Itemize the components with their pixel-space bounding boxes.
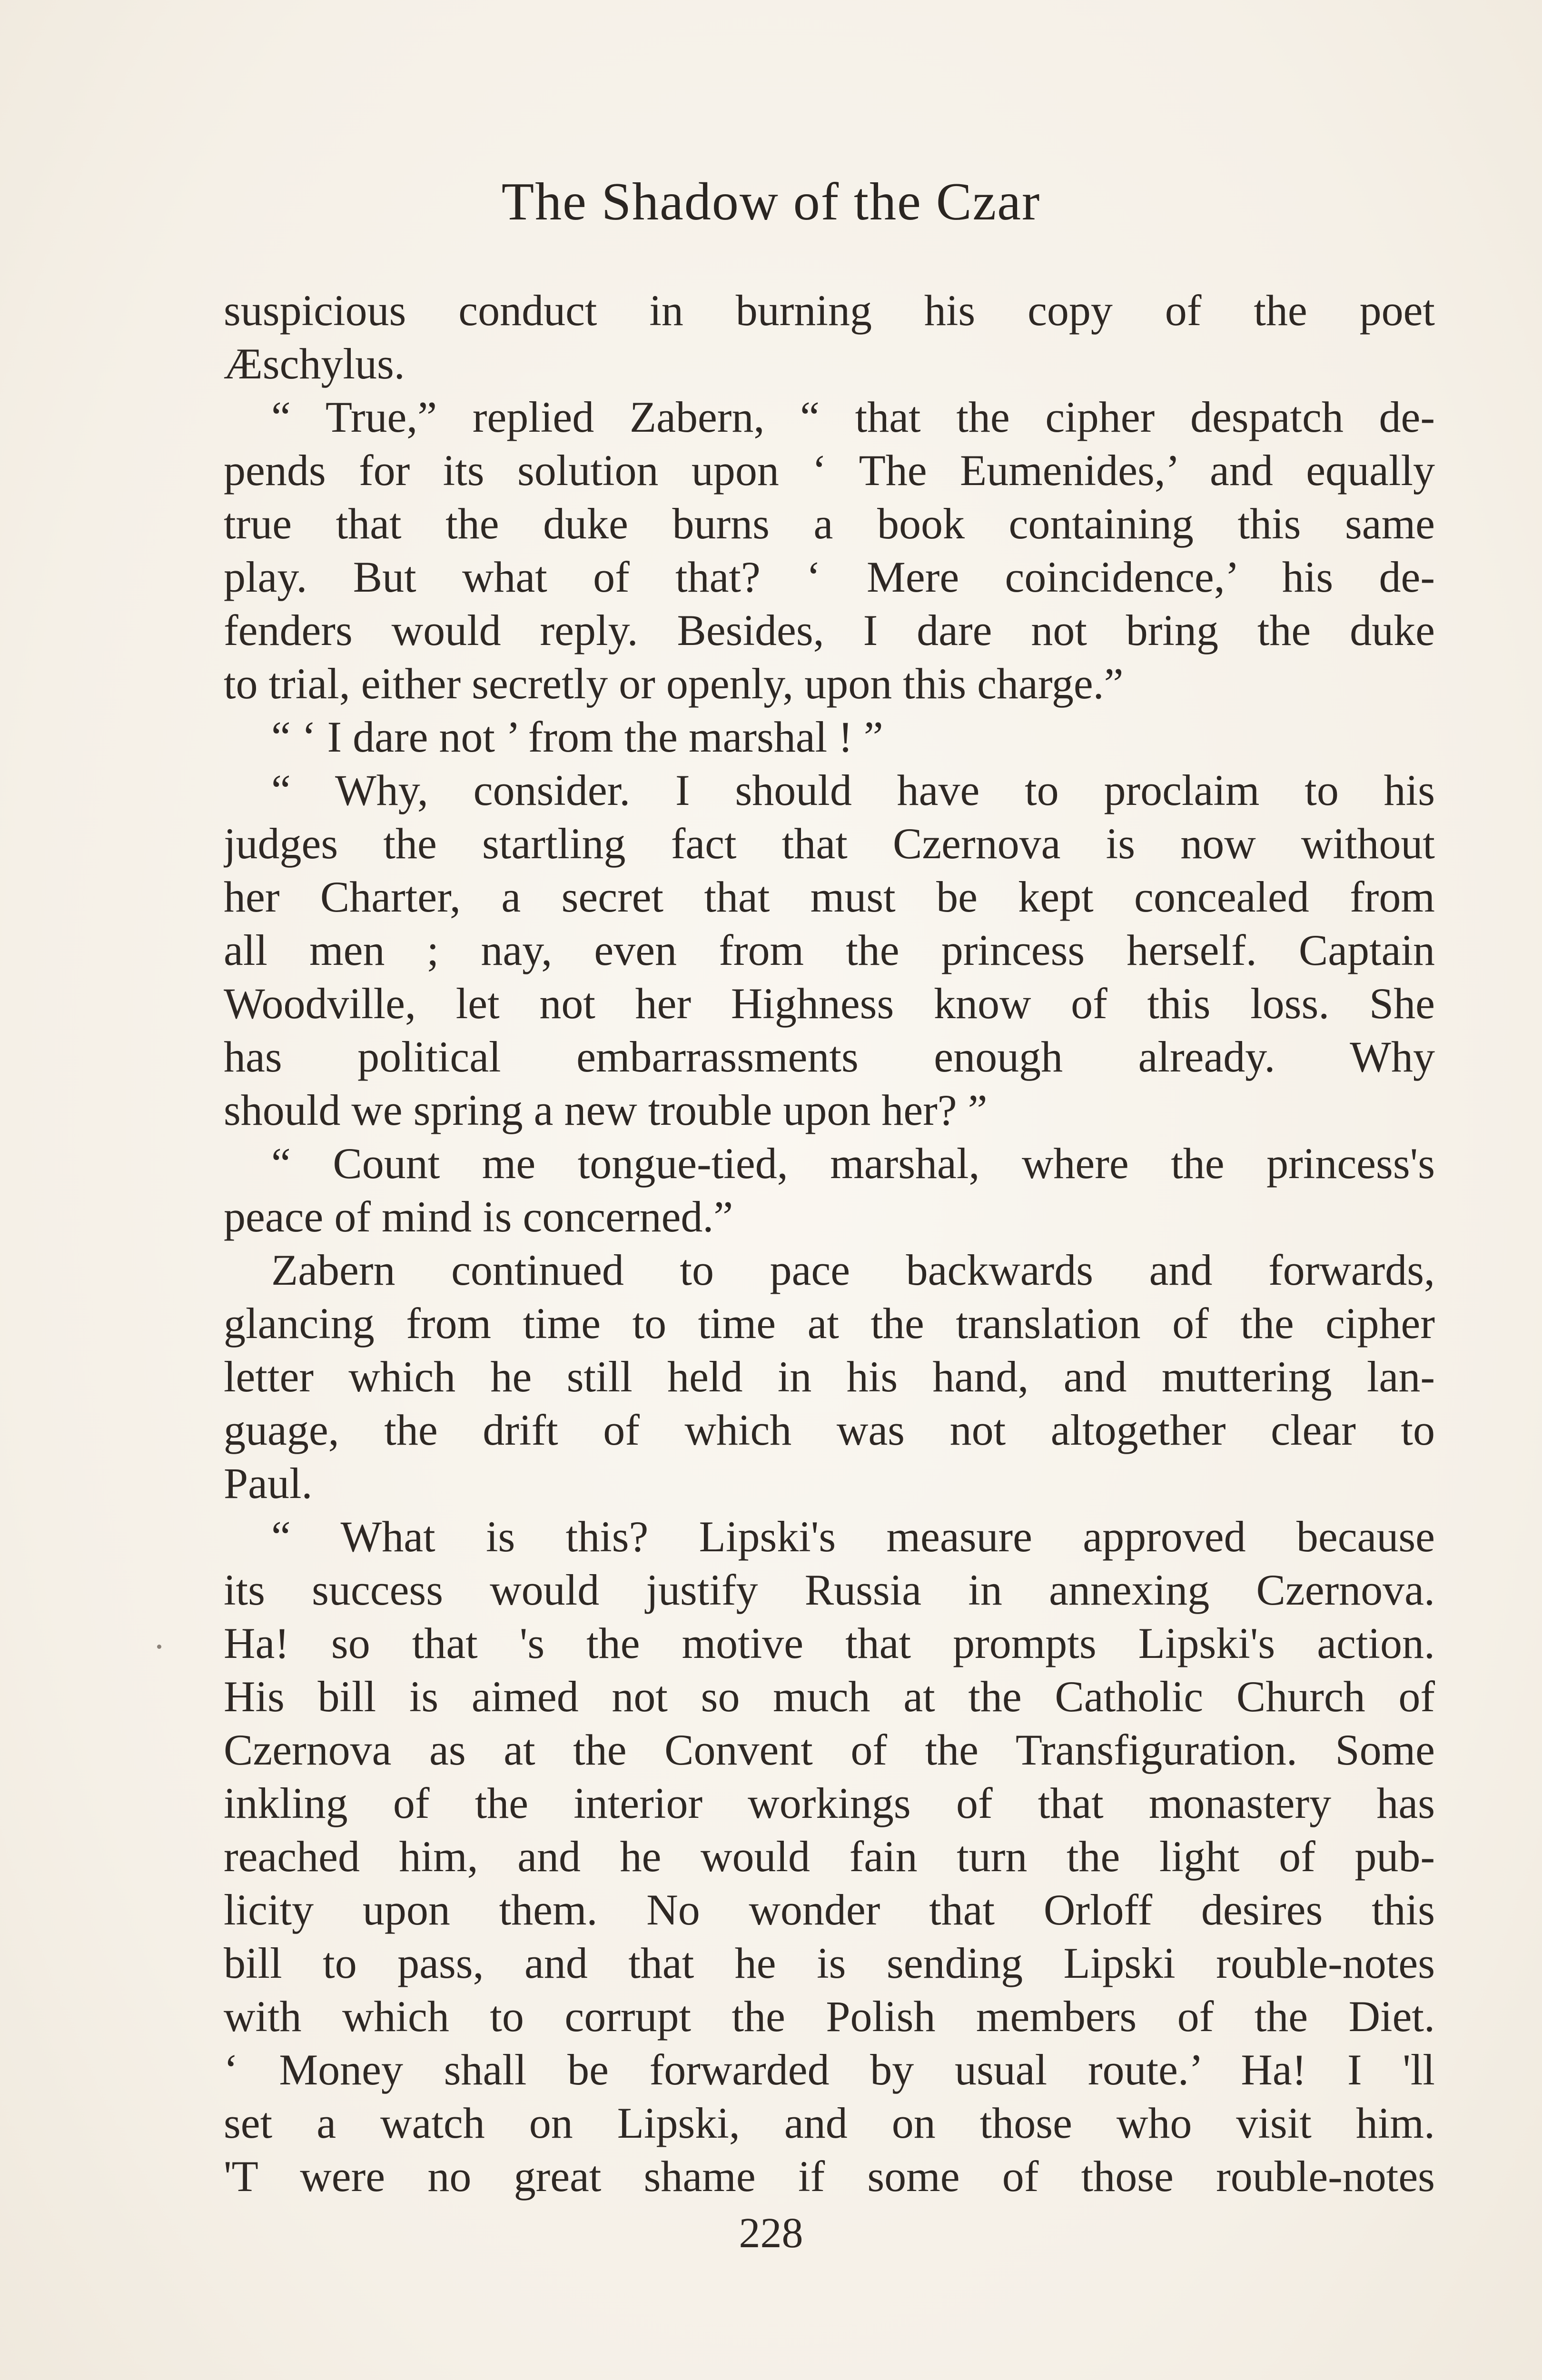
text-line: 'T were no great shame if some of those rouble-notes (224, 2152, 1435, 2201)
text-line: its success would justify Russia in annexing Czernova. (224, 1566, 1435, 1614)
text-line: Paul. (224, 1459, 313, 1507)
text-line: has political embarrassments enough already. Why (224, 1032, 1435, 1081)
text-line: ‘ Money shall be forwarded by usual route.’ Ha! I 'll (224, 2045, 1435, 2094)
text-line: should we spring a new trouble upon her? ” (224, 1086, 988, 1134)
text-line: Ha! so that 's the motive that prompts Lipski's action. (224, 1619, 1435, 1667)
text-line: licity upon them. No wonder that Orloff desires this (224, 1885, 1435, 1934)
text-line: true that the duke burns a book containing this same (224, 499, 1435, 548)
text-line: “ Count me tongue-tied, marshal, where the princess's (271, 1139, 1435, 1188)
text-line: His bill is aimed not so much at the Catholic Church of (224, 1672, 1435, 1721)
text-line: Æschylus. (224, 339, 405, 388)
text-line: reached him, and he would fain turn the light of pub- (224, 1832, 1435, 1881)
text-line: all men ; nay, even from the princess herself. Captain (224, 926, 1435, 974)
text-line: inkling of the interior workings of that monastery has (224, 1779, 1435, 1827)
text-line: “ ‘ I dare not ’ from the marshal ! ” (271, 713, 883, 761)
text-line: Zabern continued to pace backwards and forwards, (271, 1246, 1435, 1294)
text-line: her Charter, a secret that must be kept concealed from (224, 873, 1435, 921)
text-line: bill to pass, and that he is sending Lipski rouble-notes (224, 1939, 1435, 1987)
running-head: The Shadow of the Czar (501, 172, 1041, 231)
text-line: glancing from time to time at the translation of the cipher (224, 1299, 1435, 1348)
margin-speck (157, 1645, 161, 1649)
text-line: “ True,” replied Zabern, “ that the cipher despatch de- (271, 393, 1435, 441)
text-line: pends for its solution upon ‘ The Eumenides,’ and equally (224, 446, 1435, 495)
text-line: to trial, either secretly or openly, upon this charge.” (224, 659, 1124, 708)
text-line: fenders would reply. Besides, I dare not bring the duke (224, 606, 1435, 654)
text-line: suspicious conduct in burning his copy of the poet (224, 286, 1435, 335)
body-text (224, 284, 1435, 2203)
text-line: “ What is this? Lipski's measure approved because (271, 1512, 1435, 1561)
text-line: set a watch on Lipski, and on those who visit him. (224, 2099, 1435, 2147)
text-line: guage, the drift of which was not altogether clear to (224, 1406, 1435, 1454)
text-line: play. But what of that? ‘ Mere coincidence,’ his de- (224, 553, 1435, 601)
text-line: “ Why, consider. I should have to proclaim to his (271, 766, 1435, 814)
text-line: Czernova as at the Convent of the Transfiguration. Some (224, 1726, 1435, 1774)
page-number: 228 (739, 2210, 803, 2257)
text-line: with which to corrupt the Polish members of the Diet. (224, 1992, 1435, 2041)
text-line: peace of mind is concerned.” (224, 1192, 733, 1241)
text-line: letter which he still held in his hand, and muttering lan- (224, 1352, 1435, 1401)
text-line: Woodville, let not her Highness know of this loss. She (224, 979, 1435, 1028)
text-line: judges the startling fact that Czernova is now without (224, 819, 1435, 868)
